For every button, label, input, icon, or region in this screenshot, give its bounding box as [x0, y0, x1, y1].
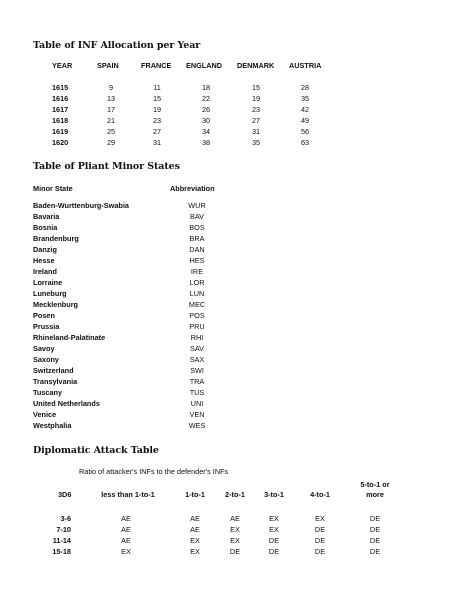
inf-cell: 49 — [300, 116, 310, 125]
minor-state-abbrev: BOS — [189, 223, 205, 232]
minor-state-name: Switzerland — [33, 366, 74, 375]
minor-state-name: Brandenburg — [33, 234, 79, 243]
attack-table-title: Diplomatic Attack Table — [33, 445, 159, 456]
inf-cell: 11 — [153, 83, 161, 92]
minor-state-abbrev: LOR — [189, 278, 205, 287]
minor-state-abbrev: SWI — [190, 366, 204, 375]
minor-state-name: United Netherlands — [33, 399, 100, 408]
minor-state-abbrev: SAV — [189, 344, 205, 353]
minor-state-name: Prussia — [33, 322, 60, 331]
inf-year: 1615 — [52, 83, 69, 92]
inf-year: 1620 — [52, 138, 69, 147]
inf-cell: 35 — [300, 94, 310, 103]
minor-state-name: Bosnia — [33, 223, 58, 232]
minor-state-abbrev: MEC — [188, 300, 206, 309]
inf-cell: 31 — [251, 127, 261, 136]
inf-table-title: Table of INF Allocation per Year — [33, 40, 201, 51]
minor-state-name: Tuscany — [33, 388, 63, 397]
inf-col-england: ENGLAND — [186, 61, 223, 70]
attack-cell: DE — [229, 547, 241, 556]
inf-cell: 22 — [201, 94, 211, 103]
inf-cell: 38 — [201, 138, 211, 147]
attack-col-5to1-line2: more — [366, 490, 384, 499]
minor-state-abbrev: RHI — [190, 333, 204, 342]
attack-cell: EX — [230, 525, 240, 534]
minor-state-name: Mecklenburg — [33, 300, 79, 309]
attack-cell: DE — [268, 547, 280, 556]
minor-state-name: Westphalia — [33, 421, 72, 430]
attack-roll: 11-14 — [52, 536, 71, 545]
minor-state-abbrev: PRU — [189, 322, 205, 331]
inf-cell: 17 — [106, 105, 116, 114]
attack-cell: EX — [190, 536, 200, 545]
inf-cell: 34 — [201, 127, 211, 136]
inf-cell: 23 — [152, 116, 162, 125]
inf-col-france: FRANCE — [141, 61, 172, 70]
attack-roll: 3-6 — [60, 514, 71, 523]
inf-cell: 19 — [152, 105, 162, 114]
attack-cell: AE — [121, 536, 131, 545]
minor-col-state: Minor State — [33, 184, 73, 193]
inf-col-spain: SPAIN — [97, 61, 119, 70]
inf-year: 1619 — [52, 127, 69, 136]
attack-cell: DE — [369, 525, 381, 534]
attack-cell: EX — [121, 547, 131, 556]
inf-cell: 13 — [106, 94, 116, 103]
minor-state-name: Rhineland-Palatinate — [33, 333, 106, 342]
inf-cell: 27 — [152, 127, 162, 136]
attack-col-2to1: 2-to-1 — [225, 490, 245, 499]
minor-state-name: Baden-Wurttenburg-Swabia — [33, 201, 129, 210]
minor-state-name: Luneburg — [33, 289, 67, 298]
inf-cell: 21 — [106, 116, 116, 125]
attack-cell: DE — [268, 536, 280, 545]
minor-state-name: Danzig — [33, 245, 57, 254]
minor-state-name: Ireland — [33, 267, 57, 276]
minor-state-name: Savoy — [33, 344, 55, 353]
minor-state-name: Venice — [33, 410, 57, 419]
inf-cell: 19 — [251, 94, 261, 103]
minor-state-name: Hesse — [33, 256, 55, 265]
minor-state-abbrev: TUS — [189, 388, 205, 397]
attack-cell: AE — [190, 525, 200, 534]
minor-state-abbrev: UNI — [190, 399, 204, 408]
minor-state-abbrev: WES — [188, 421, 206, 430]
attack-col-3d6: 3D6 — [58, 490, 72, 499]
attack-cell: DE — [369, 536, 381, 545]
inf-col-denmark: DENMARK — [237, 61, 275, 70]
attack-col-4to1: 4-to-1 — [310, 490, 330, 499]
minor-table-title: Table of Pliant Minor States — [33, 161, 180, 172]
attack-cell: AE — [121, 514, 131, 523]
attack-cell: EX — [269, 514, 279, 523]
attack-cell: DE — [314, 547, 326, 556]
inf-col-austria: AUSTRIA — [289, 61, 322, 70]
inf-col-year: YEAR — [52, 61, 73, 70]
attack-roll: 15-18 — [52, 547, 71, 556]
inf-cell: 26 — [201, 105, 211, 114]
inf-cell: 56 — [300, 127, 310, 136]
inf-cell: 30 — [201, 116, 211, 125]
inf-cell: 9 — [108, 83, 114, 92]
minor-state-abbrev: WUR — [188, 201, 206, 210]
minor-state-name: Saxony — [33, 355, 59, 364]
attack-cell: EX — [315, 514, 325, 523]
minor-state-abbrev: HES — [189, 256, 205, 265]
inf-year: 1616 — [52, 94, 69, 103]
attack-col-1to1: 1-to-1 — [185, 490, 205, 499]
minor-col-abbrev: Abbreviation — [170, 184, 215, 193]
inf-cell: 28 — [300, 83, 310, 92]
attack-cell: EX — [190, 547, 200, 556]
minor-state-name: Lorraine — [33, 278, 63, 287]
attack-cell: DE — [314, 536, 326, 545]
attack-cell: EX — [269, 525, 279, 534]
attack-roll: 7-10 — [56, 525, 71, 534]
inf-cell: 15 — [251, 83, 261, 92]
attack-cell: DE — [314, 525, 326, 534]
minor-state-abbrev: BRA — [189, 234, 205, 243]
minor-state-abbrev: SAX — [189, 355, 205, 364]
attack-cell: AE — [230, 514, 240, 523]
minor-state-abbrev: VEN — [189, 410, 205, 419]
attack-cell: EX — [230, 536, 240, 545]
inf-cell: 27 — [251, 116, 261, 125]
inf-year: 1618 — [52, 116, 69, 125]
attack-table-caption: Ratio of attacker's INFs to the defender's INFs — [79, 467, 229, 476]
attack-col-5to1-line1: 5-to-1 or — [360, 480, 390, 489]
inf-cell: 29 — [106, 138, 116, 147]
minor-state-abbrev: POS — [189, 311, 205, 320]
inf-year: 1617 — [52, 105, 69, 114]
minor-state-abbrev: LUN — [189, 289, 205, 298]
minor-state-abbrev: DAN — [189, 245, 205, 254]
inf-cell: 18 — [201, 83, 211, 92]
inf-cell: 15 — [152, 94, 162, 103]
minor-state-name: Bavaria — [33, 212, 60, 221]
minor-state-name: Transylvania — [33, 377, 78, 386]
attack-cell: DE — [369, 547, 381, 556]
minor-state-abbrev: IRE — [190, 267, 204, 276]
inf-cell: 42 — [300, 105, 310, 114]
attack-col-less-1to1: less than 1-to-1 — [101, 490, 155, 499]
inf-cell: 63 — [300, 138, 310, 147]
inf-cell: 25 — [106, 127, 116, 136]
inf-cell: 35 — [251, 138, 261, 147]
minor-state-abbrev: TRA — [189, 377, 205, 386]
inf-cell: 23 — [251, 105, 261, 114]
minor-state-name: Posen — [33, 311, 55, 320]
attack-col-3to1: 3-to-1 — [264, 490, 284, 499]
attack-cell: AE — [190, 514, 200, 523]
attack-cell: AE — [121, 525, 131, 534]
minor-state-abbrev: BAV — [189, 212, 205, 221]
inf-cell: 31 — [152, 138, 162, 147]
attack-cell: DE — [369, 514, 381, 523]
